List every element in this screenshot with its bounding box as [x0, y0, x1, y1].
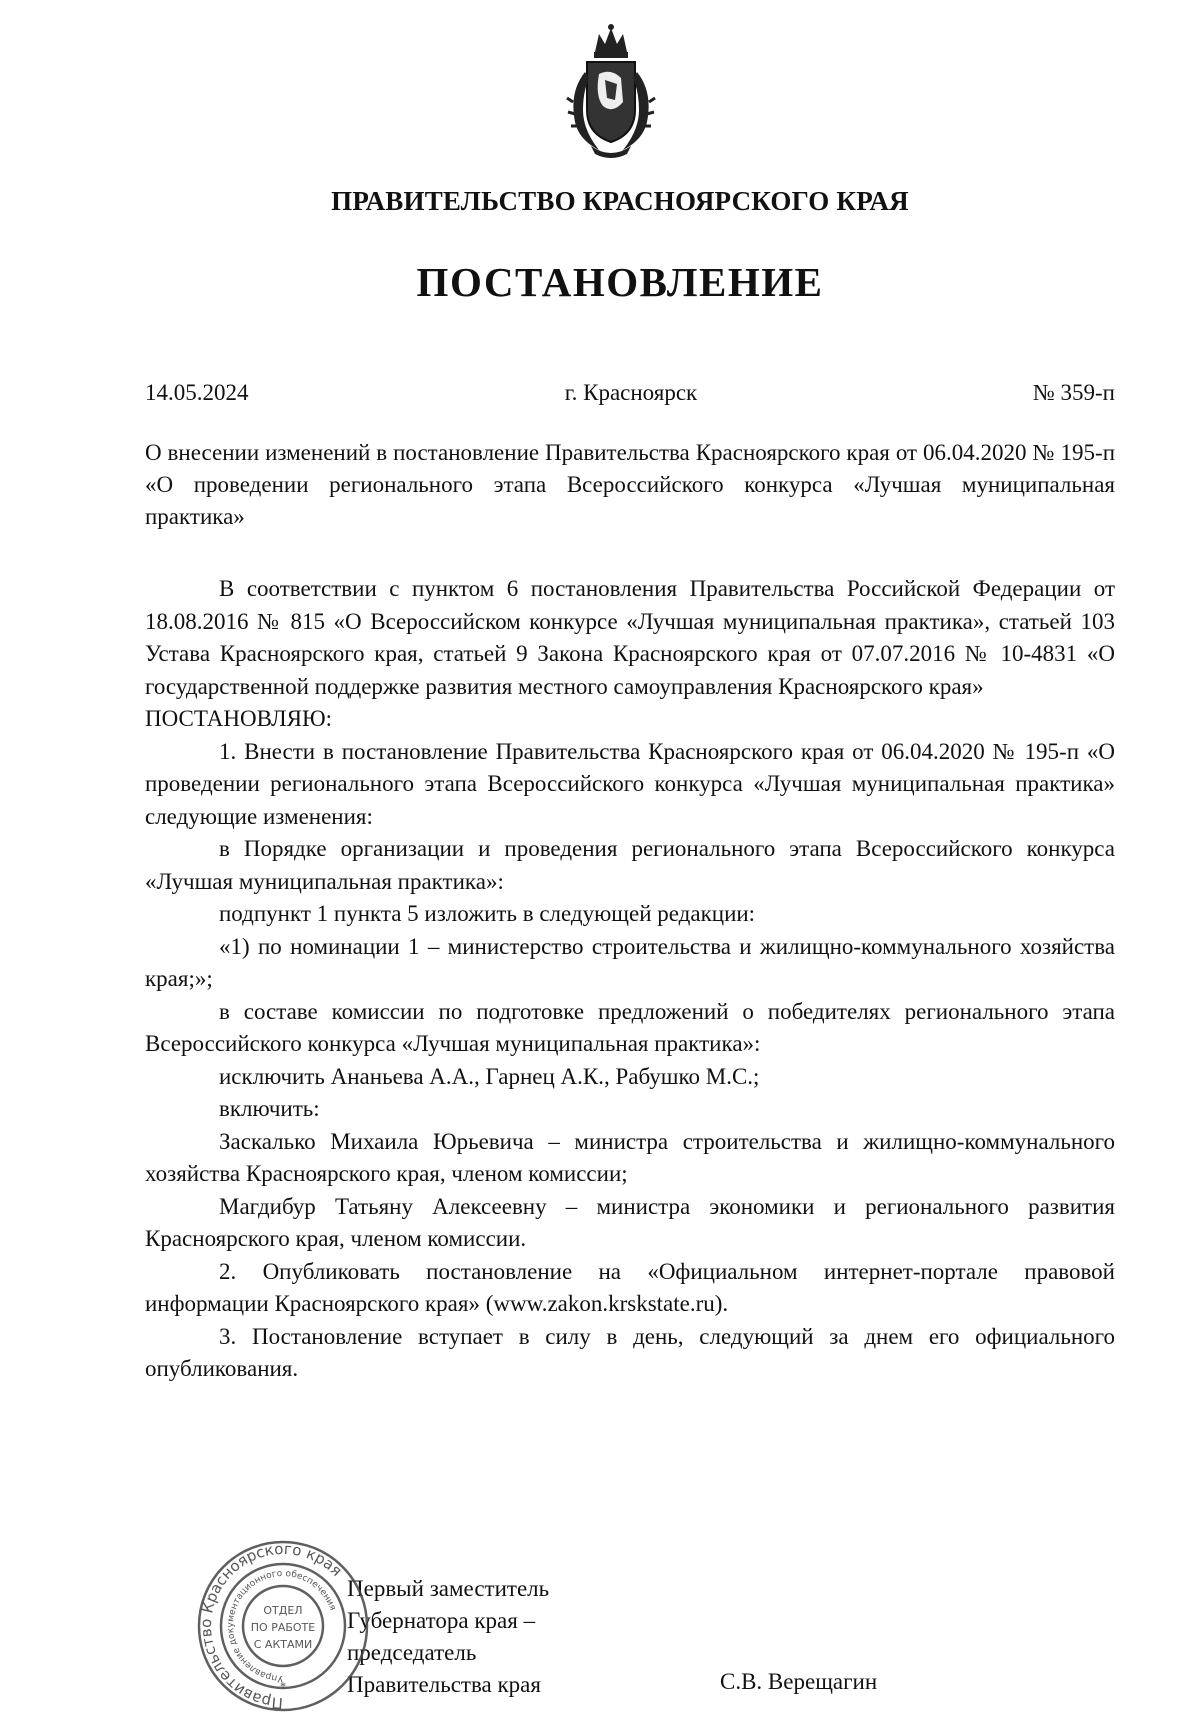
stamp-center-line-3: С АКТАМИ [253, 1638, 313, 1651]
document-type-title: ПОСТАНОВЛЕНИЕ [416, 259, 824, 305]
stamp-center-line-2: ПО РАБОТЕ [250, 1621, 316, 1634]
item-1-commission: в составе комиссии по подготовке предложений о победителях регионального этапа Всероссийского конкурса «Лучшая муниципальная практика»: [145, 998, 1115, 1056]
member-1: Заскалько Михаила Юрьевича – министра строительства и жилищно-коммунального хозяйства Красноярского края, членом комиссии; [145, 1128, 1115, 1186]
signature-line-3: председатель [347, 1640, 477, 1665]
include-members: включить: [219, 1096, 320, 1121]
preamble-paragraph: В соответствии с пунктом 6 постановления Правительства Российской Федерации от 18.08.2016 № 815 «О Всероссийском конкурсе «Лучшая муниципальная практика», статьей 103 Устава Красноярского края, статьей 9 Закона Красноярского края от 07.07.2016 № 10-4831 «О государственной поддержке развития местного самоуправления Красноярского края» [145, 576, 1115, 699]
document-body [145, 573, 1115, 1386]
stamp-center-line-1: ОТДЕЛ [263, 1604, 303, 1617]
exclude-members: исключить Ананьева А.А., Гарнец А.К., Рабушко М.С.; [219, 1063, 760, 1089]
decree-word: ПОСТАНОВЛЯЮ: [145, 706, 333, 731]
signature-line-1: Первый заместитель [347, 1576, 550, 1601]
item-2: 2. Опубликовать постановление на «Официальном интернет-портале правовой информации Красноярского края» (www.zakon.krskstate.ru). [145, 1258, 1115, 1316]
svg-text:*: * [280, 1679, 286, 1693]
stamp-inner-text: Управление документационного обеспечения [226, 1568, 338, 1684]
document-date: 14.05.2024 [145, 380, 249, 405]
round-seal-stamp-icon [191, 1538, 375, 1712]
document-subject: О внесении изменений в постановление Правительства Красноярского края от 06.04.2020 № 195-п «О проведении регионального этапа Всероссийского конкурса «Лучшая муниципальная практика» [145, 440, 1115, 529]
krasnoyarsk-coat-of-arms-icon [565, 22, 657, 160]
item-1-order: в Порядке организации и проведения регионального этапа Всероссийского конкурса «Лучшая муниципальная практика»: [145, 836, 1115, 894]
signatory-name: С.В. Верещагин [720, 1669, 878, 1694]
item-1-subpoint: подпункт 1 пункта 5 изложить в следующей редакции: [219, 901, 756, 926]
item-3: 3. Постановление вступает в силу в день, следующий за днем его официального опубликования. [145, 1323, 1115, 1381]
document-city: г. Красноярск [564, 380, 698, 405]
government-name: ПРАВИТЕЛЬСТВО КРАСНОЯРСКОГО КРАЯ [331, 186, 909, 216]
member-2: Магдибур Татьяну Алексеевну – министра экономики и регионального развития Красноярского края, членом комиссии. [145, 1193, 1115, 1251]
item-1: 1. Внести в постановление Правительства Красноярского края от 06.04.2020 № 195-п «О проведении регионального этапа Всероссийского конкурса «Лучшая муниципальная практика» следующие изменения: [145, 738, 1115, 829]
signature-position [347, 1573, 549, 1701]
stamp-outer-text: Правительство Красноярского края [196, 1539, 346, 1712]
document-number: № 359-п [1032, 380, 1115, 405]
signature-line-4: Правительства края [347, 1672, 541, 1697]
signature-line-2: Губернатора края – [347, 1608, 536, 1633]
item-1-quote: «1) по номинации 1 – министерство строительства и жилищно-коммунального хозяйства края;»; [145, 933, 1115, 991]
